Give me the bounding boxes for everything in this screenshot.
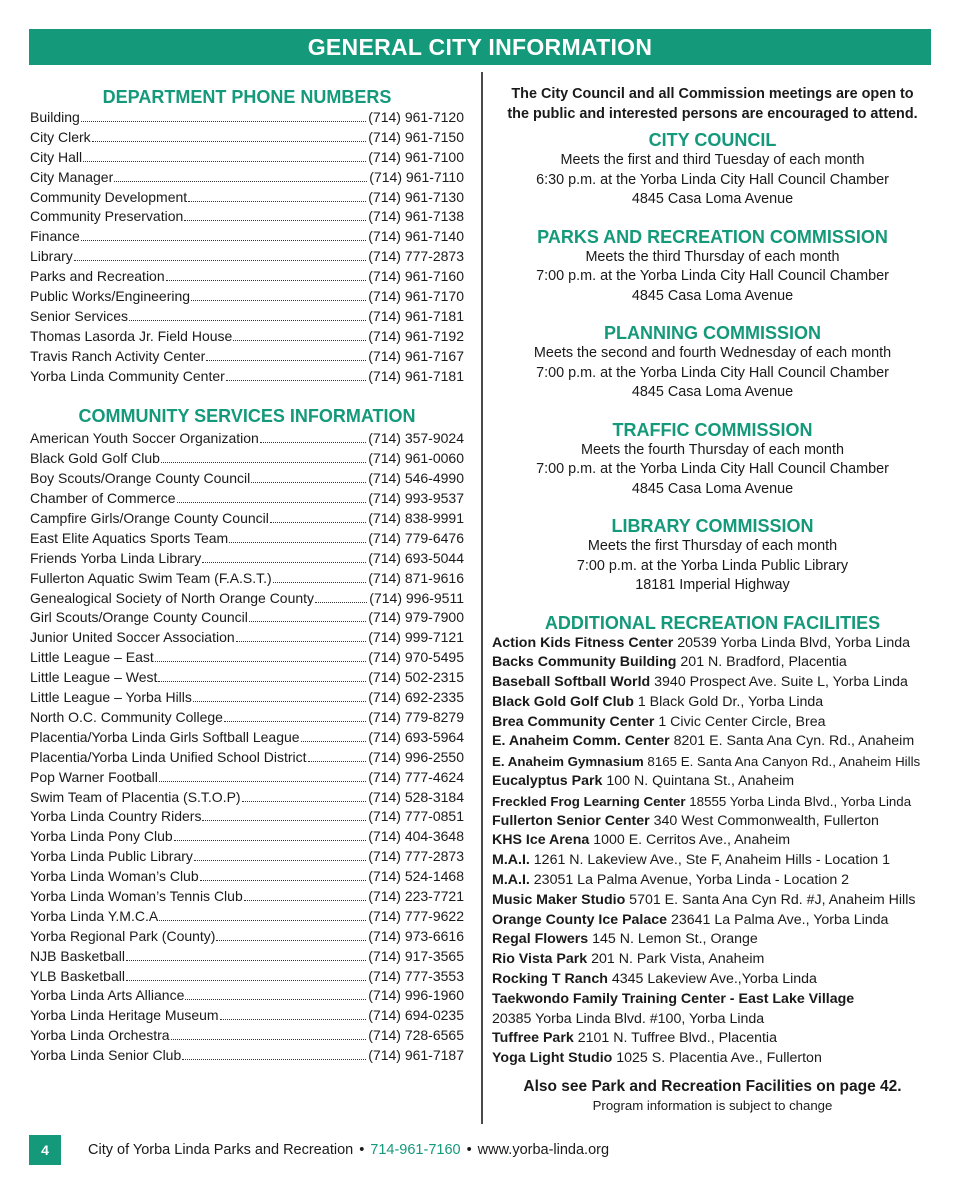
directory-row [30, 608, 464, 628]
facility-name: M.A.I. [492, 872, 530, 889]
dot-leader [188, 190, 366, 202]
meeting-block [492, 515, 933, 596]
meeting-line: 6:30 p.m. at the Yorba Linda City Hall Council Chamber [536, 171, 889, 188]
facility-name: Backs Community Building [492, 654, 677, 671]
directory-phone: (714) 961-7100 [368, 148, 464, 165]
facility-name: Taekwondo Family Training Center - East Lake Village [492, 990, 855, 1007]
directory-name: City Manager [30, 168, 114, 185]
directory-phone: (714) 961-7167 [368, 347, 464, 364]
facility-line [492, 772, 933, 792]
directory-row [30, 688, 464, 708]
directory-row [30, 827, 464, 847]
directory-phone: (714) 917-3565 [368, 947, 464, 964]
dot-leader [184, 209, 366, 221]
directory-row [30, 347, 464, 367]
dot-leader [155, 650, 366, 662]
dot-leader [226, 369, 366, 381]
directory-row [30, 128, 464, 148]
meeting-line: Meets the third Thursday of each month [585, 248, 840, 265]
directory-name: Friends Yorba Linda Library [30, 549, 202, 566]
dot-leader [161, 451, 366, 463]
directory-name: Pop Warner Football [30, 768, 158, 785]
facility-line [492, 792, 933, 812]
directory-name: Girl Scouts/Orange County Council [30, 609, 248, 626]
directory-phone: (714) 502-2315 [368, 669, 464, 686]
directory-name: Yorba Regional Park (County) [30, 927, 216, 944]
directory-name: Yorba Linda Arts Alliance [30, 987, 185, 1004]
meetings-list [492, 129, 933, 596]
directory-name: Library [30, 248, 73, 265]
dot-leader [202, 809, 366, 821]
column-divider [481, 72, 483, 1124]
facility-detail: 5701 E. Santa Ana Cyn Rd. #J, Anaheim Hills [625, 891, 916, 908]
directory-name: City Clerk [30, 128, 91, 145]
directory-name: Fullerton Aquatic Swim Team (F.A.S.T.) [30, 569, 272, 586]
directory-phone: (714) 961-7170 [368, 288, 464, 305]
meeting-heading: LIBRARY COMMISSION [611, 516, 814, 536]
facility-name: Rio Vista Park [492, 951, 588, 968]
directory-name: Little League – East [30, 649, 154, 666]
directory-name: Parks and Recreation [30, 268, 165, 285]
directory-row [30, 148, 464, 168]
directory-row [30, 867, 464, 887]
dot-leader [229, 531, 366, 543]
footer-phone: 714-961-7160 [370, 1142, 461, 1158]
directory-row [30, 967, 464, 987]
directory-row [30, 287, 464, 307]
directory-phone: (714) 996-9511 [369, 589, 464, 606]
directory-phone: (714) 973-6616 [368, 927, 464, 944]
meeting-line: Meets the first and third Tuesday of each month [560, 152, 865, 168]
facility-line [492, 970, 933, 990]
directory-row [30, 807, 464, 827]
facility-line [492, 851, 933, 871]
facility-line [492, 713, 933, 733]
facility-detail: 8165 E. Santa Ana Canyon Rd., Anaheim Hills [643, 754, 921, 770]
dot-leader [270, 511, 366, 523]
directory-row [30, 449, 464, 469]
meeting-line: Meets the first Thursday of each month [587, 538, 838, 554]
facility-detail: 23641 La Palma Ave., Yorba Linda [667, 911, 889, 928]
facility-line [492, 950, 933, 970]
dot-leader [126, 969, 366, 981]
directory-row [30, 628, 464, 648]
directory-name: City Hall [30, 148, 83, 165]
directory-phone: (714) 777-9622 [368, 907, 464, 924]
dot-leader [166, 269, 367, 281]
directory-name: Yorba Linda Y.M.C.A [30, 907, 159, 924]
dot-leader [74, 249, 366, 261]
directory-phone: (714) 961-7110 [369, 168, 464, 185]
facility-name: KHS Ice Arena [492, 832, 590, 849]
directory-name: NJB Basketball [30, 947, 125, 964]
facility-detail: 3940 Prospect Ave. Suite L, Yorba Linda [650, 674, 908, 691]
dot-leader [126, 949, 366, 961]
meeting-line: 7:00 p.m. at the Yorba Linda Public Library [576, 557, 849, 574]
meeting-line: Meets the second and fourth Wednesday of each month [533, 345, 892, 361]
directory-row [30, 168, 464, 188]
facility-name: Freckled Frog Learning Center [492, 793, 686, 809]
directory-name: Yorba Linda Public Library [30, 848, 193, 865]
directory-name: Community Development [30, 188, 188, 205]
dot-leader [315, 591, 367, 603]
directory-phone: (714) 779-8279 [368, 708, 464, 725]
directory-name: Yorba Linda Pony Club [30, 828, 173, 845]
facility-line [492, 732, 933, 752]
directory-name: Little League – Yorba Hills [30, 689, 192, 706]
facility-detail: 100 N. Quintana St., Anaheim [602, 773, 795, 790]
dot-leader [177, 491, 367, 503]
directory-name: Placentia/Yorba Linda Unified School District [30, 748, 307, 765]
directory-phone: (714) 777-3553 [368, 967, 464, 984]
directory-name: YLB Basketball [30, 967, 125, 984]
directory-phone: (714) 838-9991 [368, 510, 464, 527]
dot-leader [260, 431, 366, 443]
directory-name: Travis Ranch Activity Center [30, 347, 206, 364]
facility-name: Regal Flowers [492, 931, 589, 948]
meeting-heading: PARKS AND RECREATION COMMISSION [537, 226, 888, 247]
directory-row [30, 1026, 464, 1046]
directory-row [30, 668, 464, 688]
directory-row [30, 509, 464, 529]
meeting-heading: TRAFFIC COMMISSION [612, 419, 813, 440]
directory-phone: (714) 777-2873 [368, 848, 464, 865]
directory-row [30, 108, 464, 128]
dot-leader [202, 551, 366, 563]
meeting-line: 7:00 p.m. at the Yorba Linda City Hall Council Chamber [536, 461, 889, 477]
directory-phone: (714) 996-1960 [368, 987, 464, 1004]
dot-leader [81, 229, 366, 241]
facility-detail: 20539 Yorba Linda Blvd, Yorba Linda [673, 634, 910, 651]
directory-name: Yorba Linda Country Riders [30, 808, 202, 825]
directory-phone: (714) 779-6476 [368, 529, 464, 546]
meeting-line: 4845 Casa Loma Avenue [631, 384, 794, 400]
facility-detail: 1 Civic Center Circle, Brea [654, 713, 826, 730]
directory-phone: (714) 961-7140 [368, 228, 464, 245]
facility-detail: 23051 La Palma Avenue, Yorba Linda - Location 2 [529, 872, 850, 889]
directory-phone: (714) 223-7721 [368, 887, 464, 904]
directory-row [30, 307, 464, 327]
directory-row [30, 768, 464, 788]
meeting-line: 4845 Casa Loma Avenue [631, 480, 794, 497]
facility-name: M.A.I. [492, 852, 530, 869]
facility-detail: 340 West Commonwealth, Fullerton [649, 812, 879, 829]
directory-row [30, 247, 464, 267]
directory-phone: (714) 961-7150 [368, 128, 464, 145]
dot-leader [114, 170, 367, 182]
facility-name: Fullerton Senior Center [492, 812, 650, 829]
footer-org: City of Yorba Linda Parks and Recreation [88, 1142, 354, 1158]
directory-name: Yorba Linda Senior Club [30, 1047, 182, 1064]
directory-phone: (714) 961-7192 [368, 327, 464, 344]
directory-row [30, 549, 464, 569]
facility-name: Yoga Light Studio [492, 1050, 613, 1067]
facility-detail: 20385 Yorba Linda Blvd. #100, Yorba Linda [492, 1010, 765, 1027]
dot-leader [244, 889, 367, 901]
meeting-line: 4845 Casa Loma Avenue [631, 287, 794, 304]
meeting-line: 4845 Casa Loma Avenue [631, 191, 794, 207]
community-services-heading: COMMUNITY SERVICES INFORMATION [78, 406, 416, 427]
directory-phone: (714) 961-7187 [368, 1047, 464, 1064]
directory-row [30, 927, 464, 947]
directory-row [30, 267, 464, 287]
directory-row [30, 907, 464, 927]
directory-name: Placentia/Yorba Linda Girls Softball League [30, 728, 300, 745]
facility-name: Brea Community Center [492, 713, 655, 730]
facility-name: Action Kids Fitness Center [492, 634, 674, 651]
dot-leader [251, 471, 366, 483]
dot-leader [242, 790, 367, 802]
dot-leader [236, 630, 367, 642]
dot-leader [159, 909, 366, 921]
facility-detail: 4345 Lakeview Ave.,Yorba Linda [607, 971, 817, 988]
dot-leader [220, 1008, 367, 1020]
dot-leader [191, 289, 366, 301]
dot-leader [83, 150, 366, 162]
dot-leader [159, 770, 366, 782]
directory-row [30, 188, 464, 208]
meetings-intro-line: The City Council and all Commission meetings are open to [511, 86, 914, 102]
directory-name: Senior Services [30, 307, 129, 324]
directory-phone: (714) 970-5495 [368, 649, 464, 666]
directory-row [30, 469, 464, 489]
directory-name: Boy Scouts/Orange County Council [30, 470, 251, 487]
program-info-note: Program information is subject to change [592, 1098, 833, 1114]
directory-name: Yorba Linda Heritage Museum [30, 1007, 219, 1024]
directory-phone: (714) 546-4990 [368, 470, 464, 487]
directory-phone: (714) 524-1468 [368, 868, 464, 885]
facility-name: Rocking T Ranch [492, 971, 608, 988]
community-services-list [30, 429, 464, 1066]
facility-line [492, 990, 933, 1010]
directory-phone: (714) 871-9616 [368, 569, 464, 586]
facility-line [492, 1010, 933, 1030]
facility-detail: 201 N. Park Vista, Anaheim [587, 951, 765, 968]
facility-line [492, 1049, 933, 1069]
facility-line [492, 693, 933, 713]
facility-name: E. Anaheim Comm. Center [492, 733, 670, 750]
directory-row [30, 1046, 464, 1066]
facility-name: E. Anaheim Gymnasium [492, 754, 644, 770]
directory-name: Campfire Girls/Orange County Council [30, 510, 269, 527]
directory-phone: (714) 961-7120 [368, 109, 464, 125]
facility-line [492, 891, 933, 911]
facility-line [492, 752, 933, 772]
directory-phone: (714) 993-9537 [368, 490, 464, 507]
directory-name: Junior United Soccer Association [30, 629, 235, 646]
directory-name: Yorba Linda Orchestra [30, 1027, 170, 1044]
meeting-block [492, 419, 933, 500]
facility-name: Tuffree Park [492, 1030, 574, 1047]
facility-name: Baseball Softball World [492, 674, 651, 691]
directory-row [30, 847, 464, 867]
directory-row [30, 569, 464, 589]
meeting-line: 18181 Imperial Highway [635, 577, 790, 593]
directory-name: Black Gold Golf Club [30, 450, 160, 467]
directory-name: Swim Team of Placentia (S.T.O.P) [30, 788, 241, 805]
directory-row [30, 589, 464, 609]
directory-name: Thomas Lasorda Jr. Field House [30, 327, 233, 344]
dot-leader [182, 1048, 366, 1060]
facility-name: Music Maker Studio [492, 891, 626, 908]
facility-line [492, 1029, 933, 1049]
meeting-block [492, 322, 933, 403]
page-title-banner: GENERAL CITY INFORMATION [29, 29, 931, 65]
directory-phone: (714) 404-3648 [368, 828, 464, 845]
directory-name: East Elite Aquatics Sports Team [30, 529, 229, 546]
facility-line [492, 871, 933, 891]
directory-phone: (714) 961-7181 [368, 367, 464, 384]
directory-row [30, 227, 464, 247]
page-number: 4 [29, 1135, 61, 1165]
dot-leader [194, 849, 366, 861]
meeting-heading: PLANNING COMMISSION [603, 323, 821, 343]
directory-phone: (714) 961-7160 [368, 268, 464, 285]
dot-leader [308, 750, 367, 762]
meetings-intro-line: the public and interested persons are encouraged to attend. [507, 106, 918, 122]
dot-leader [193, 690, 366, 702]
dot-leader [273, 571, 367, 583]
directory-row [30, 207, 464, 227]
facilities-heading: ADDITIONAL RECREATION FACILITIES [544, 612, 881, 633]
facility-line [492, 911, 933, 931]
directory-name: Building [30, 109, 80, 125]
directory-row [30, 748, 464, 768]
facility-detail: 8201 E. Santa Ana Cyn. Rd., Anaheim [669, 733, 915, 750]
directory-name: Community Preservation [30, 208, 184, 225]
dot-leader [200, 869, 367, 881]
directory-phone: (714) 777-0851 [368, 808, 464, 825]
facilities-list [492, 634, 933, 1070]
facility-detail: 1261 N. Lakeview Ave., Ste F, Anaheim Hills - Location 1 [529, 852, 890, 869]
facility-detail: 1 Black Gold Dr., Yorba Linda [633, 693, 824, 710]
directory-phone: (714) 996-2550 [368, 748, 464, 765]
directory-row [30, 327, 464, 347]
footer [88, 1140, 609, 1160]
directory-row [30, 489, 464, 509]
dot-leader [81, 110, 366, 122]
directory-phone: (714) 961-7181 [368, 307, 464, 324]
directory-row [30, 887, 464, 907]
facility-detail: 1025 S. Placentia Ave., Fullerton [612, 1050, 822, 1067]
directory-phone: (714) 728-6565 [368, 1027, 464, 1044]
dot-leader [129, 309, 366, 321]
facility-detail: 2101 N. Tuffree Blvd., Placentia [573, 1030, 777, 1047]
dot-leader [92, 130, 367, 142]
directory-row [30, 788, 464, 808]
department-phone-heading: DEPARTMENT PHONE NUMBERS [102, 87, 392, 107]
directory-phone: (714) 528-3184 [368, 788, 464, 805]
meeting-line: 7:00 p.m. at the Yorba Linda City Hall Council Chamber [536, 364, 889, 381]
also-see-note: Also see Park and Recreation Facilities on page 42. [523, 1078, 902, 1096]
directory-name: Yorba Linda Woman’s Tennis Club [30, 887, 243, 904]
directory-phone: (714) 693-5964 [368, 728, 464, 745]
directory-phone: (714) 693-5044 [368, 549, 464, 566]
facility-line [492, 831, 933, 851]
directory-phone: (714) 777-4624 [368, 768, 464, 785]
meeting-line: 7:00 p.m. at the Yorba Linda City Hall Council Chamber [536, 268, 889, 284]
directory-row [30, 986, 464, 1006]
dot-leader [216, 929, 366, 941]
directory-phone: (714) 979-7900 [368, 609, 464, 626]
facility-name: Orange County Ice Palace [492, 911, 668, 928]
directory-name: North O.C. Community College [30, 708, 223, 725]
dot-leader [174, 829, 367, 841]
footer-bullet: • [466, 1142, 472, 1158]
directory-row [30, 708, 464, 728]
directory-row [30, 648, 464, 668]
directory-name: Genealogical Society of North Orange County [30, 589, 315, 606]
facility-name: Eucalyptus Park [492, 773, 603, 790]
directory-name: Little League – West [30, 669, 158, 686]
dot-leader [224, 710, 366, 722]
facility-detail: 201 N. Bradford, Placentia [676, 654, 847, 671]
meeting-heading: CITY COUNCIL [648, 130, 777, 150]
directory-phone: (714) 692-2335 [368, 689, 464, 706]
dot-leader [171, 1028, 367, 1040]
directory-row [30, 1006, 464, 1026]
directory-row [30, 529, 464, 549]
facility-detail: 145 N. Lemon St., Orange [588, 931, 758, 948]
right-column [492, 84, 933, 1114]
directory-phone: (714) 357-9024 [368, 430, 464, 447]
meeting-block [492, 129, 933, 210]
facility-line [492, 930, 933, 950]
facility-line [492, 634, 933, 654]
directory-name: Chamber of Commerce [30, 490, 176, 507]
directory-name: Yorba Linda Community Center [30, 367, 225, 384]
left-column [30, 86, 464, 1066]
facility-line [492, 653, 933, 673]
directory-phone: (714) 999-7121 [368, 629, 464, 646]
directory-name: American Youth Soccer Organization [30, 430, 259, 447]
dot-leader [206, 349, 366, 361]
meetings-intro [492, 84, 933, 124]
directory-row [30, 367, 464, 387]
dot-leader [158, 670, 366, 682]
dot-leader [185, 988, 366, 1000]
facility-line [492, 673, 933, 693]
footer-url: www.yorba-linda.org [477, 1142, 610, 1158]
department-phone-list [30, 108, 464, 386]
directory-row [30, 728, 464, 748]
dot-leader [249, 610, 366, 622]
directory-phone: (714) 961-0060 [368, 450, 464, 467]
dot-leader [233, 329, 366, 341]
directory-name: Yorba Linda Woman’s Club [30, 868, 199, 885]
directory-row [30, 947, 464, 967]
facility-line [492, 812, 933, 832]
dot-leader [301, 730, 367, 742]
facility-name: Black Gold Golf Club [492, 693, 634, 710]
directory-phone: (714) 961-7138 [368, 208, 464, 225]
directory-row [30, 429, 464, 449]
meeting-line: Meets the fourth Thursday of each month [581, 441, 844, 458]
directory-name: Finance [30, 228, 80, 245]
facility-detail: 1000 E. Cerritos Ave., Anaheim [589, 832, 791, 849]
directory-name: Public Works/Engineering [30, 288, 191, 305]
facility-detail: 18555 Yorba Linda Blvd., Yorba Linda [685, 793, 912, 809]
directory-phone: (714) 694-0235 [368, 1007, 464, 1024]
directory-phone: (714) 777-2873 [368, 248, 464, 265]
directory-phone: (714) 961-7130 [368, 188, 464, 205]
meeting-block [492, 226, 933, 307]
footer-bullet: • [359, 1142, 365, 1158]
